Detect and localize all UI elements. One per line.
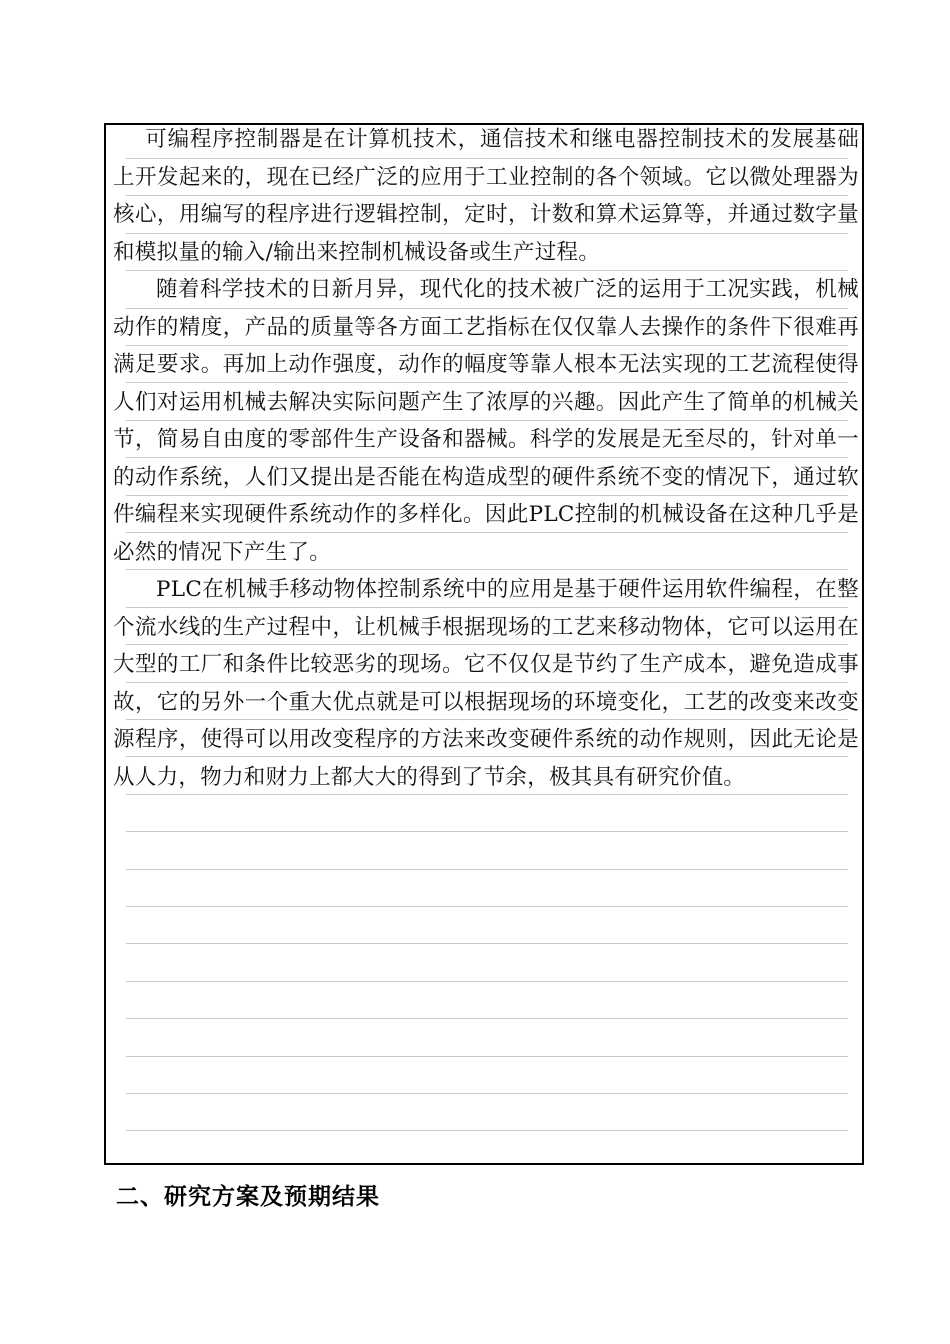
ruled-line [126,869,848,870]
paragraph-1: 可编程序控制器是在计算机技术，通信技术和继电器控制技术的发展基础上开发起来的，现在已经广泛的应用于工业控制的各个领域。它以微处理器为核心，用编写的程序进行逻辑控制，定时，计数和算术运算等，并通过数字量和模拟量的输入/输出来控制机械设备或生产过程。 [113,127,859,265]
paragraph-2: 随着科学技术的日新月异，现代化的技术被广泛的运用于工况实践，机械动作的精度，产品的质量等各方面工艺指标在仅仅靠人去操作的条件下很难再满足要求。再加上动作强度，动作的幅度等靠人根本无法实现的工艺流程使得人们对运用机械去解决实际问题产生了浓厚的兴趣。因此产生了简单的机械关节，简易自由度的零部件生产设备和器械。科学的发展是无至尽的，针对单一的动作系统，人们又提出是否能在构造成型的硬件系统不变的情况下，通过软件编程来实现硬件系统动作的多样化。因此PLC控制的机械设备在这种几乎是必然的情况下产生了。 [113,277,859,565]
ruled-line [126,831,848,832]
ruled-line [126,1093,848,1094]
ruled-line [126,906,848,907]
paragraph-3: PLC在机械手移动物体控制系统中的应用是基于硬件运用软件编程，在整个流水线的生产过程中，让机械手根据现场的工艺来移动物体，它可以运用在大型的工厂和条件比较恶劣的现场。它不仅仅是节约了生产成本，避免造成事故，它的另外一个重大优点就是可以根据现场的环境变化，工艺的改变来改变源程序，使得可以用改变程序的方法来改变硬件系统的动作规则，因此无论是从人力，物力和财力上都大大的得到了节余，极其具有研究价值。 [113,577,859,790]
ruled-line [126,1056,848,1057]
body-text [113,121,859,796]
ruled-line [126,943,848,944]
ruled-line [126,981,848,982]
ruled-line [126,1018,848,1019]
ruled-line [126,1130,848,1131]
section-heading: 二、研究方案及预期结果 [116,1184,380,1210]
